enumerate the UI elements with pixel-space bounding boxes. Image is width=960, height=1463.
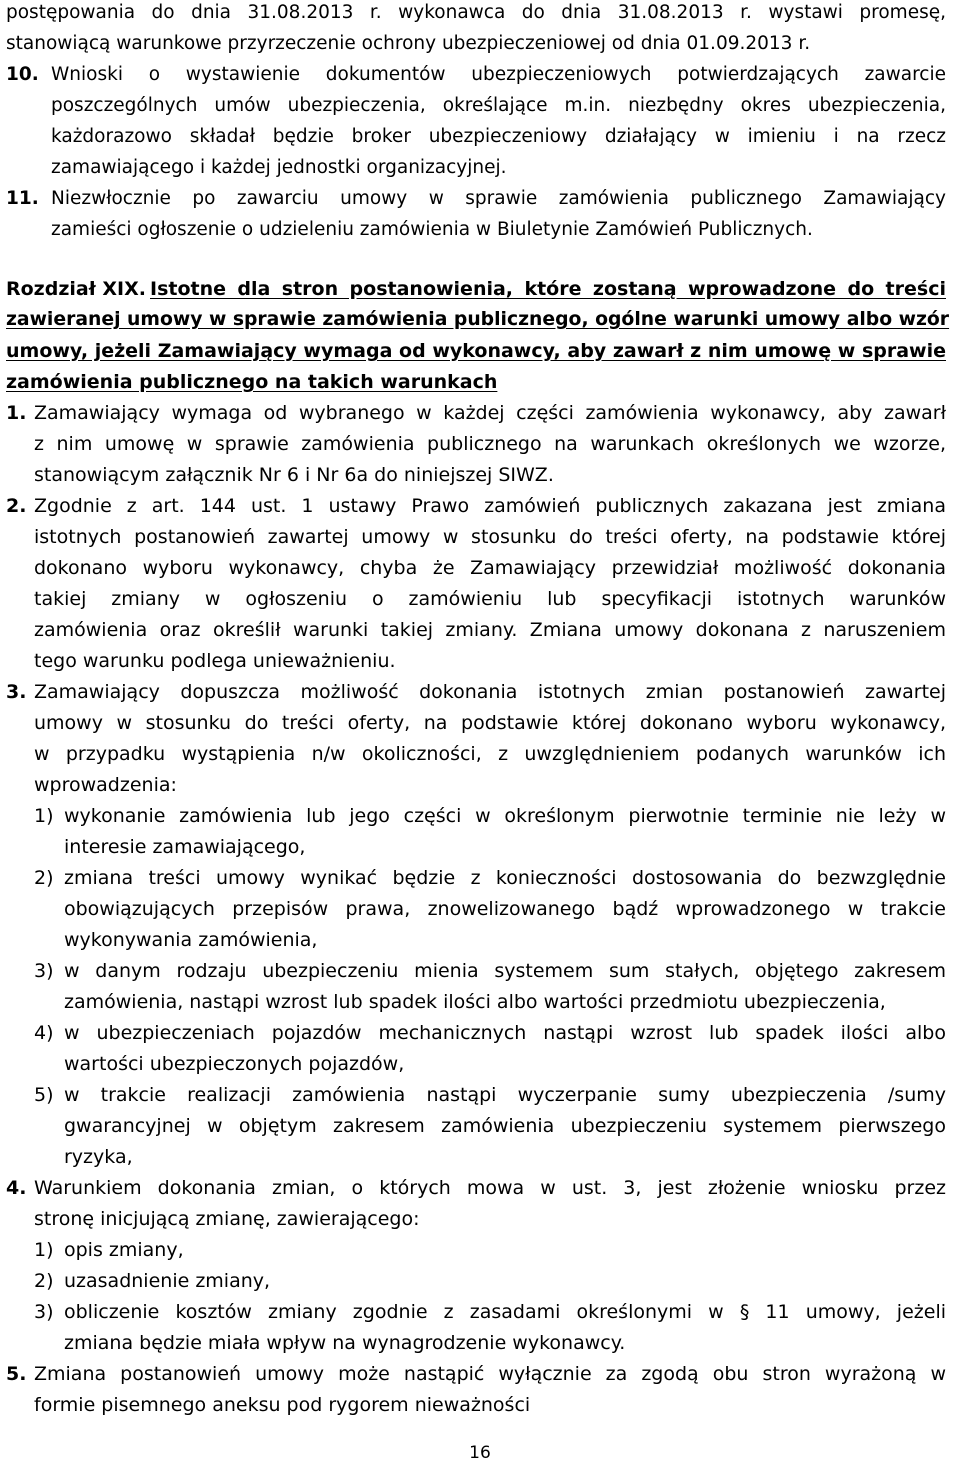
page-number: 16 (469, 1443, 491, 1463)
text-line: zamawiającego i każdej jednostki organizacyjnej. (51, 157, 507, 178)
text-line: zmiana treści umowy wynikać będzie z konieczności dostosowania do bezwzględnie (64, 867, 946, 889)
text-line: ryzyka, (64, 1146, 133, 1168)
text-line: wykonanie zamówienia lub jego części w określonym pierwotnie terminie nie leży w (64, 805, 946, 827)
text-line: stanowiącą warunkowe przyrzeczenie ochrony ubezpieczeniowej od dnia 01.09.2013 r. (6, 33, 811, 54)
text-line: opis zmiany, (64, 1239, 184, 1261)
text-line: tego warunku podlega unieważnieniu. (34, 650, 396, 672)
text-line: wprowadzenia: (34, 774, 177, 796)
text-line: poszczególnych umów ubezpieczenia, określające m.in. niezbędny okres ubezpieczenia, (51, 95, 946, 116)
text-line: wartości ubezpieczonych pojazdów, (64, 1053, 405, 1075)
text-line: umowy w stosunku do treści oferty, na podstawie której dokonano wyboru wykonawcy, (34, 712, 946, 734)
text-line: takiej zmiany w ogłoszeniu o zamówieniu lub specyfikacji istotnych warunków (34, 588, 946, 610)
text-line: obliczenie kosztów zmiany zgodnie z zasadami określonymi w § 11 umowy, jeżeli (64, 1301, 946, 1323)
subpoint-number: 1) (34, 805, 54, 827)
subpoint-number: 2) (34, 1270, 54, 1292)
item-number: 10. (6, 64, 39, 85)
text-line: w przypadku wystąpienia n/w okoliczności, z uwzględnieniem podanych warunków ich (34, 743, 946, 765)
subpoint-number: 3) (34, 1301, 54, 1323)
text-line: z nim umowę w sprawie zamówienia publicznego na warunkach określonych we wzorze, (34, 433, 946, 455)
chapter-heading: umowy, jeżeli Zamawiający wymaga od wykonawcy, aby zawarł z nim umowę w sprawie (6, 340, 946, 362)
text-line: Niezwłocznie po zawarciu umowy w sprawie zamówienia publicznego Zamawiający (51, 188, 946, 209)
subpoint-number: 4) (34, 1022, 54, 1044)
text-line: istotnych postanowień zawartej umowy w stosunku do treści oferty, na podstawie której (34, 526, 946, 548)
text-line: w trakcie realizacji zamówienia nastąpi wyczerpanie sumy ubezpieczenia /sumy (64, 1084, 946, 1106)
item-number: 11. (6, 188, 39, 209)
point-number: 3. (6, 681, 27, 703)
chapter-heading: Istotne dla stron postanowienia, które zostaną wprowadzone do treści (150, 278, 946, 300)
subpoint-number: 3) (34, 960, 54, 982)
text-line: obowiązujących przepisów prawa, znowelizowanego bądź wprowadzonego w trakcie (64, 898, 946, 920)
text-line: gwarancyjnej w objętym zakresem zamówienia ubezpieczeniu systemem pierwszego (64, 1115, 946, 1137)
chapter-heading: zawieranej umowy w sprawie zamówienia publicznego, ogólne warunki umowy albo wzór (6, 309, 950, 330)
text-line: Zgodnie z art. 144 ust. 1 ustawy Prawo zamówień publicznych zakazana jest zmiana (34, 495, 946, 517)
text-line: w danym rodzaju ubezpieczeniu mienia systemem sum stałych, objętego zakresem (64, 960, 946, 982)
text-line: zmiana będzie miała wpływ na wynagrodzenie wykonawcy. (64, 1332, 626, 1354)
text-line: formie pisemnego aneksu pod rygorem nieważności (34, 1394, 531, 1416)
text-line: wykonywania zamówienia, (64, 929, 318, 951)
text-line: uzasadnienie zmiany, (64, 1270, 271, 1292)
text-line: zamówienia oraz określił warunki takiej zmiany. Zmiana umowy dokonana z naruszeniem (34, 619, 946, 641)
text-line: interesie zamawiającego, (64, 836, 306, 858)
point-number: 5. (6, 1363, 27, 1385)
point-number: 1. (6, 402, 27, 424)
text-line: Zamawiający dopuszcza możliwość dokonania istotnych zmian postanowień zawartej (34, 681, 946, 703)
text-line: każdorazowo składał będzie broker ubezpieczeniowy działający w imieniu i na rzecz (51, 126, 946, 147)
text-line: Zmiana postanowień umowy może nastąpić wyłącznie za zgodą obu stron wyrażoną w (34, 1363, 946, 1385)
text-line: Wnioski o wystawienie dokumentów ubezpieczeniowych potwierdzających zawarcie (51, 64, 946, 85)
subpoint-number: 2) (34, 867, 54, 889)
text-line: postępowania do dnia 31.08.2013 r. wykonawca do dnia 31.08.2013 r. wystawi promesę, (6, 2, 946, 23)
chapter-heading: zamówienia publicznego na takich warunkach (6, 371, 498, 393)
subpoint-number: 1) (34, 1239, 54, 1261)
point-number: 4. (6, 1177, 27, 1199)
text-line: Warunkiem dokonania zmian, o których mowa w ust. 3, jest złożenie wniosku przez (34, 1177, 946, 1199)
subpoint-number: 5) (34, 1084, 54, 1106)
text-line: stanowiącym załącznik Nr 6 i Nr 6a do niniejszej SIWZ. (34, 464, 554, 486)
text-line: stronę inicjującą zmianę, zawierającego: (34, 1208, 420, 1230)
text-line: zamówienia, nastąpi wzrost lub spadek ilości albo wartości przedmiotu ubezpieczenia, (64, 991, 886, 1013)
text-line: dokonano wyboru wykonawcy, chyba że Zamawiający przewidział możliwość dokonania (34, 557, 946, 579)
point-number: 2. (6, 495, 27, 517)
text-line: w ubezpieczeniach pojazdów mechanicznych nastąpi wzrost lub spadek ilości albo (64, 1022, 946, 1044)
chapter-label: Rozdział XIX. (6, 278, 146, 300)
text-line: Zamawiający wymaga od wybranego w każdej części zamówienia wykonawcy, aby zawarł (34, 402, 946, 424)
text-line: zamieści ogłoszenie o udzieleniu zamówienia w Biuletynie Zamówień Publicznych. (51, 219, 813, 240)
